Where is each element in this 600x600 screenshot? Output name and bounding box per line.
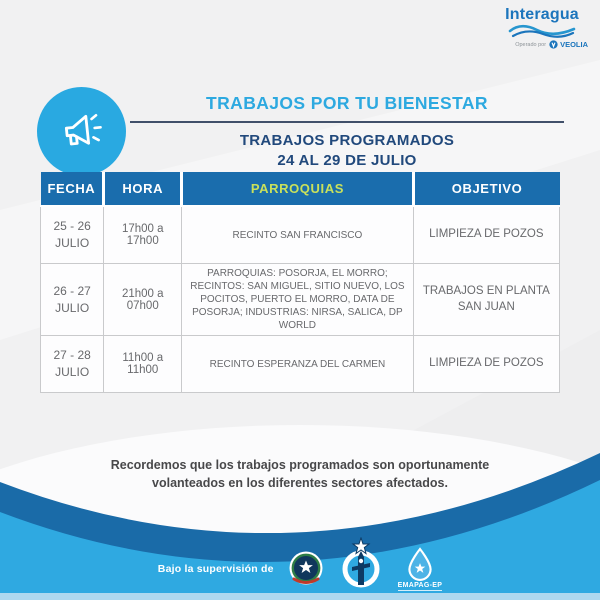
veolia-logo xyxy=(549,40,588,49)
municipal-seal-logo xyxy=(288,550,324,588)
cell-fecha xyxy=(41,336,104,393)
table-row xyxy=(41,264,560,336)
city-monument-logo xyxy=(338,537,384,591)
interagua-logo xyxy=(496,6,588,49)
cell-parroquias: RECINTO SAN FRANCISCO xyxy=(182,206,413,264)
veolia-circle-icon xyxy=(549,40,558,49)
column-header-objetivo: OBJETIVO xyxy=(413,172,559,206)
table-header-row xyxy=(41,172,560,206)
reminder-note-line2: volanteados en los diferentes sectores afectados. xyxy=(152,476,448,491)
column-header-hora: HORA xyxy=(104,172,182,206)
subtitle-date-range: 24 AL 29 DE JULIO xyxy=(277,151,417,169)
header-titles xyxy=(130,93,564,170)
megaphone-badge xyxy=(37,87,126,176)
fecha-dias: 26 - 27 xyxy=(53,283,91,298)
water-waves-icon xyxy=(507,24,577,39)
reminder-note xyxy=(60,456,540,492)
cell-objetivo: LIMPIEZA DE POZOS xyxy=(413,336,559,393)
schedule-table-container xyxy=(40,172,560,393)
water-drop-icon xyxy=(405,547,435,581)
column-header-fecha: FECHA xyxy=(41,172,104,206)
interagua-logo-text: Interagua xyxy=(505,6,579,23)
page-title: TRABAJOS POR TU BIENESTAR xyxy=(206,93,488,113)
table-row xyxy=(41,336,560,393)
fecha-mes: JULIO xyxy=(55,365,90,379)
footer xyxy=(0,543,600,595)
cell-hora: 17h00 a 17h00 xyxy=(104,206,182,264)
cell-fecha xyxy=(41,206,104,264)
table-row xyxy=(41,206,560,264)
emapag-label: EMAPAG-EP xyxy=(397,582,443,589)
megaphone-icon xyxy=(53,103,110,160)
cell-parroquias: PARROQUIAS: POSORJA, EL MORRO; RECINTOS: SAN MIGUEL, SITIO NUEVO, LOS POCITOS, PUERTO EL MORRO, DATA DE POSORJA; INDUSTRIAS: NIRSA, SALICA, DP WORLD xyxy=(182,264,413,336)
column-header-parroquias: PARROQUIAS xyxy=(182,172,413,206)
fecha-dias: 27 - 28 xyxy=(53,348,91,363)
cell-fecha xyxy=(41,264,104,336)
veolia-logo-text: VEOLIA xyxy=(560,40,588,49)
emapag-logo xyxy=(398,547,443,591)
cell-parroquias: RECINTO ESPERANZA DEL CARMEN xyxy=(182,336,413,393)
operated-by-label: Operado por xyxy=(515,41,547,48)
cell-objetivo: LIMPIEZA DE POZOS xyxy=(413,206,559,264)
supervision-label: Bajo la supervisión de xyxy=(157,563,274,575)
municipal-seal-icon xyxy=(288,550,324,588)
fecha-mes: JULIO xyxy=(55,300,90,315)
subtitle-programmed-works: TRABAJOS PROGRAMADOS xyxy=(239,132,455,149)
title-divider xyxy=(130,121,564,123)
reminder-note-line1: Recordemos que los trabajos programados son oportunamente xyxy=(110,458,490,472)
cell-hora: 21h00 a 07h00 xyxy=(104,264,182,336)
fecha-mes: JULIO xyxy=(55,236,90,250)
fecha-dias: 25 - 26 xyxy=(53,219,91,234)
city-monument-icon xyxy=(338,537,384,591)
cell-objetivo: TRABAJOS EN PLANTA SAN JUAN xyxy=(413,264,559,336)
schedule-table xyxy=(40,172,560,393)
cell-hora: 11h00 a 11h00 xyxy=(104,336,182,393)
